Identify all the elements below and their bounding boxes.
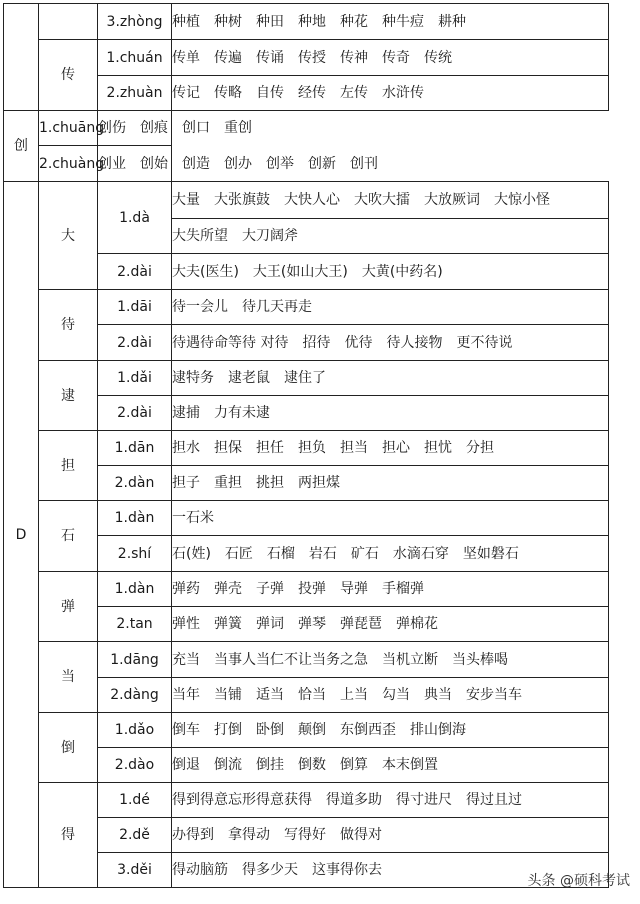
pinyin-cell: 2.dàng <box>98 678 172 713</box>
table-row <box>4 111 609 146</box>
pinyin-cell: 1.dāng <box>98 642 172 678</box>
table-row <box>4 501 609 536</box>
example-words-cell: 弹药 弹壳 子弹 投弹 导弹 手榴弹 <box>172 572 609 607</box>
table-row <box>4 572 609 607</box>
pinyin-cell: 1.dàn <box>98 501 172 536</box>
character-cell: 担 <box>39 431 98 501</box>
example-words-cell: 逮特务 逮老鼠 逮住了 <box>172 361 609 396</box>
example-words-cell: 种植 种树 种田 种地 种花 种牛痘 耕种 <box>172 4 609 40</box>
initial-letter-cell: D <box>4 182 39 888</box>
character-cell: 传 <box>39 40 98 111</box>
character-cell: 石 <box>39 501 98 572</box>
example-words-cell: 担子 重担 挑担 两担煤 <box>172 466 609 501</box>
pinyin-cell: 1.dān <box>98 431 172 466</box>
pinyin-cell: 2.shí <box>98 536 172 572</box>
example-words-cell: 担水 担保 担任 担负 担当 担心 担忧 分担 <box>172 431 609 466</box>
pinyin-cell: 2.dàn <box>98 466 172 501</box>
pinyin-cell: 3.děi <box>98 853 172 888</box>
example-words-cell: 待遇待命等待 对待 招待 优待 待人接物 更不待说 <box>172 325 609 361</box>
character-cell: 待 <box>39 290 98 361</box>
pinyin-cell: 2.dài <box>98 325 172 361</box>
pinyin-cell: 2.dě <box>98 818 172 853</box>
example-words-cell: 得动脑筋 得多少天 这事得你去 <box>172 853 609 888</box>
example-words-cell: 石(姓) 石匠 石榴 岩石 矿石 水滴石穿 坚如磐石 <box>172 536 609 572</box>
character-cell <box>39 4 98 40</box>
example-words-cell: 充当 当事人当仁不让当务之急 当机立断 当头棒喝 <box>172 642 609 678</box>
example-words-cell: 倒车 打倒 卧倒 颠倒 东倒西歪 排山倒海 <box>172 713 609 748</box>
example-words-cell: 传单 传遍 传诵 传授 传神 传奇 传统 <box>172 40 609 76</box>
table-row <box>4 783 609 818</box>
example-words-cell: 创业 创始 创造 创办 创举 创新 创刊 <box>98 146 172 182</box>
example-words-cell: 弹性 弹簧 弹词 弹琴 弹琵琶 弹棉花 <box>172 607 609 642</box>
pinyin-cell: 3.zhòng <box>98 4 172 40</box>
example-words-cell: 当年 当铺 适当 恰当 上当 勾当 典当 安步当车 <box>172 678 609 713</box>
pinyin-cell: 2.chuàng <box>39 146 98 182</box>
character-cell: 倒 <box>39 713 98 783</box>
character-cell: 弹 <box>39 572 98 642</box>
pinyin-cell: 2.dào <box>98 748 172 783</box>
table-row <box>4 290 609 325</box>
table-row <box>4 713 609 748</box>
character-cell: 逮 <box>39 361 98 431</box>
pinyin-cell: 1.chuán <box>98 40 172 76</box>
pinyin-cell: 2.dài <box>98 396 172 431</box>
example-words-cell: 办得到 拿得动 写得好 做得对 <box>172 818 609 853</box>
character-cell: 当 <box>39 642 98 713</box>
example-words-cell: 待一会儿 待几天再走 <box>172 290 609 325</box>
example-words-cell: 传记 传略 自传 经传 左传 水浒传 <box>172 76 609 111</box>
pinyin-cell: 2.zhuàn <box>98 76 172 111</box>
character-cell: 创 <box>4 111 39 182</box>
example-words-cell: 大失所望 大刀阔斧 <box>172 219 609 254</box>
example-words-cell: 一石米 <box>172 501 609 536</box>
pinyin-cell: 1.dàn <box>98 572 172 607</box>
table-row <box>4 642 609 678</box>
table-row <box>4 4 609 40</box>
example-words-cell: 创伤 创痕 创口 重创 <box>98 111 172 146</box>
character-cell: 得 <box>39 783 98 888</box>
table-row <box>4 40 609 76</box>
table-row <box>4 431 609 466</box>
pinyin-cell: 1.dà <box>98 182 172 254</box>
pinyin-cell: 2.tan <box>98 607 172 642</box>
pinyin-cell: 1.dāi <box>98 290 172 325</box>
table-row <box>4 146 609 182</box>
pinyin-cell: 1.chuāng <box>39 111 98 146</box>
example-words-cell: 逮捕 力有未逮 <box>172 396 609 431</box>
example-words-cell: 倒退 倒流 倒挂 倒数 倒算 本末倒置 <box>172 748 609 783</box>
character-cell: 大 <box>39 182 98 290</box>
example-words-cell: 得到得意忘形得意获得 得道多助 得寸进尺 得过且过 <box>172 783 609 818</box>
table-row <box>4 361 609 396</box>
pronunciation-table <box>3 3 609 888</box>
watermark: 头条 @硕科考试 <box>527 873 630 889</box>
pinyin-cell: 2.dài <box>98 254 172 290</box>
initial-letter-cell <box>4 4 39 111</box>
pinyin-cell: 1.dǎi <box>98 361 172 396</box>
pinyin-cell: 1.dǎo <box>98 713 172 748</box>
example-words-cell: 大量 大张旗鼓 大快人心 大吹大擂 大放厥词 大惊小怪 <box>172 182 609 219</box>
pinyin-cell: 1.dé <box>98 783 172 818</box>
example-words-cell: 大夫(医生) 大王(如山大王) 大黄(中药名) <box>172 254 609 290</box>
table-row <box>4 182 609 219</box>
